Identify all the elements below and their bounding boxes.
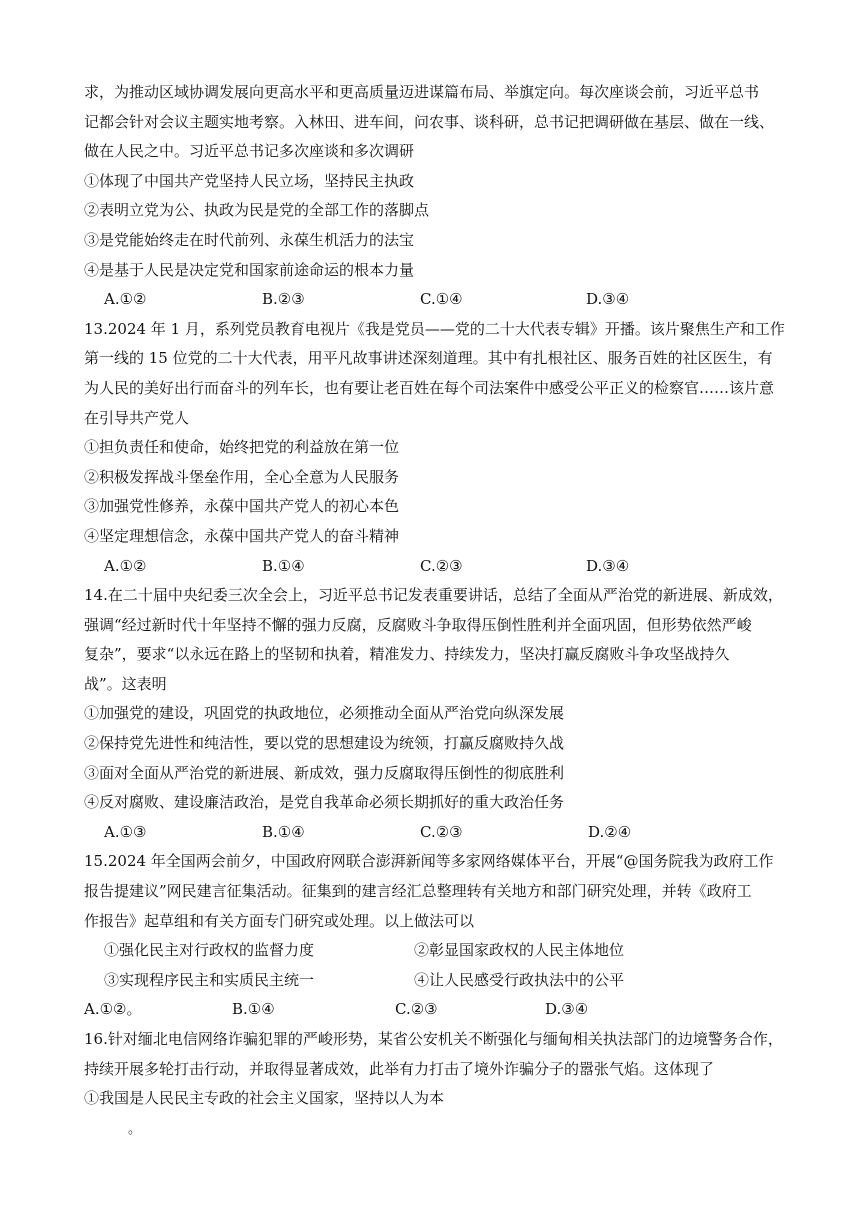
question-text-line: 战”。这表明 [84,674,167,693]
option-a: A.①③ [104,822,147,841]
statement-4: ④坚定理想信念，永葆中国共产党人的奋斗精神 [84,526,400,545]
stray-mark: 。 [128,1122,142,1137]
question-16 [84,1025,784,1114]
option-d: D.③④ [586,290,630,309]
statement-2: ②彰显国家政权的人民主体地位 [414,941,625,960]
question-15 [84,847,784,1025]
question-text-line: 记都会针对会议主题实地考察。入林田、进车间，问农事、谈科研，总书记把调研做在基层、做在一线、 [84,112,775,131]
question-text-line: 第一线的 15 位党的二十大代表，用平凡故事讲述深刻道理。其中有扎根社区、服务百姓的社区医生，有 [84,349,773,368]
statement-1: ①加强党的建设，巩固党的执政地位，必须推动全面从严治党向纵深发展 [84,704,565,723]
statement-row [84,936,784,966]
answer-options [84,285,784,315]
option-c: C.②③ [395,1000,438,1019]
question-14 [84,581,784,847]
option-b: B.②③ [262,290,305,309]
option-c: C.①④ [420,290,463,309]
statement-4: ④让人民感受行政执法中的公平 [414,970,625,989]
statement-1: ①我国是人民民主专政的社会主义国家，坚持以人为本 [84,1089,445,1108]
option-b: B.①④ [262,556,305,575]
statement-3: ③是党能始终走在时代前列、永葆生机活力的法宝 [84,230,415,249]
statement-3: ③面对全面从严治党的新进展、新成效，强力反腐取得压倒性的彻底胜利 [84,763,565,782]
question-12 [84,78,784,315]
option-a: A.①② [104,290,147,309]
statement-1: ①强化民主对行政权的监督力度 [104,941,315,960]
option-d: D.③④ [586,556,630,575]
option-d: D.③④ [545,1000,589,1019]
question-text-line: 16.针对缅北电信网络诈骗犯罪的严峻形势，某省公安机关不断强化与缅甸相关执法部门的边境警务合作， [84,1030,783,1048]
question-text-line: 复杂”，要求“以永远在路上的坚韧和执着，精准发力、持续发力，坚决打赢反腐败斗争攻坚战持久 [84,645,730,664]
question-text-line: 14.在二十届中央纪委三次全会上，习近平总书记发表重要讲话，总结了全面从严治党的新进展、新成效， [84,586,783,605]
statement-3: ③实现程序民主和实质民主统一 [104,970,315,989]
statement-2: ②积极发挥战斗堡垒作用，全心全意为人民服务 [84,467,400,486]
question-text-line: 报告提建议”网民建言征集活动。征集到的建言经汇总整理转有关地方和部门研究处理，并转《政府工 [84,882,752,901]
answer-options [84,995,784,1025]
answer-options [84,818,784,848]
option-a: A.①② [104,556,147,575]
question-text-line: 在引导共产党人 [84,408,190,427]
question-text-line: 作报告》起草组和有关方面专门研究或处理。以上做法可以 [84,911,475,930]
answer-options [84,552,784,582]
exam-page [84,78,784,1114]
statement-4: ④反对腐败、建设廉洁政治，是党自我革命必须长期抓好的重大政治任务 [84,793,565,812]
question-text-line: 强调“经过新时代十年坚持不懈的强力反腐，反腐败斗争取得压倒性胜利并全面巩固，但形势依然严峻 [84,615,752,634]
question-13 [84,315,784,581]
statement-2: ②表明立党为公、执政为民是党的全部工作的落脚点 [84,201,430,220]
statement-4: ④是基于人民是决定党和国家前途命运的根本力量 [84,260,415,279]
question-text-line: 为人民的美好出行而奋斗的列车长，也有要让老百姓在每个司法案件中感受公平正义的检察官……该片意 [84,378,775,397]
option-b: B.①④ [262,822,305,841]
statement-3: ③加强党性修养，永葆中国共产党人的初心本色 [84,497,400,516]
statement-1: ①体现了中国共产党坚持人民立场，坚持民主执政 [84,171,415,190]
question-text-line: 做在人民之中。习近平总书记多次座谈和多次调研 [84,142,415,161]
statement-row [84,966,784,996]
question-text-line: 求，为推动区域协调发展向更高水平和更高质量迈进谋篇布局、举旗定向。每次座谈会前，习近平总书 [84,83,760,101]
option-c: C.②③ [420,822,463,841]
option-d: D.②④ [588,822,632,841]
option-a: A.①②。 [84,1000,142,1019]
option-b: B.①④ [232,1000,275,1019]
statement-1: ①担负责任和使命，始终把党的利益放在第一位 [84,438,400,457]
question-text-line: 15.2024 年全国两会前夕，中国政府网联合澎湃新闻等多家网络媒体平台，开展“@国务院我为政府工作 [84,852,774,871]
option-c: C.②③ [420,556,463,575]
statement-2: ②保持党先进性和纯洁性，要以党的思想建设为统领，打赢反腐败持久战 [84,734,565,753]
question-text-line: 13.2024 年 1 月，系列党员教育电视片《我是党员——党的二十大代表专辑》开播。该片聚焦生产和工作 [84,319,785,338]
question-text-line: 持续开展多轮打击行动，并取得显著成效，此举有力打击了境外诈骗分子的嚣张气焰。这体现了 [84,1059,715,1078]
